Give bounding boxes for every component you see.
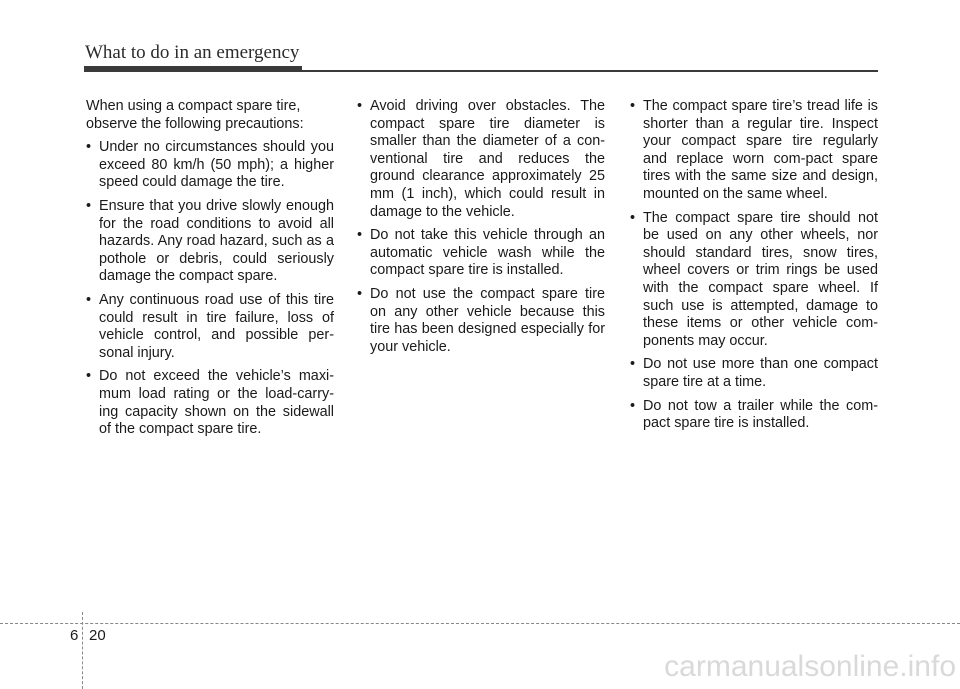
- list-item: [630, 98, 878, 204]
- list-item: [86, 198, 334, 286]
- precaution-list: [630, 98, 878, 433]
- column-2: [357, 98, 605, 362]
- page-number: 20: [89, 627, 106, 644]
- list-item: [630, 210, 878, 351]
- list-item: [86, 139, 334, 192]
- list-item-text: The compact spare tire should not be used on any other wheels, nor should standard tires, snow tires, wheel covers or trim rings be used with the compact spare wheel. If such use is attempted, damage to these items or other vehicle com-ponents may occur.: [643, 209, 878, 349]
- bullet-icon: •: [630, 356, 636, 373]
- precaution-list: [86, 139, 334, 439]
- bullet-icon: •: [86, 197, 92, 214]
- intro-paragraph: When using a compact spare tire, observe the following precautions:: [86, 98, 304, 132]
- list-item: [86, 368, 334, 438]
- list-item-text: Any continuous road use of this tire could result in tire failure, loss of vehicle control, and possible per-sonal injury.: [99, 291, 334, 361]
- list-item: [357, 227, 605, 280]
- list-item: [357, 286, 605, 356]
- list-item-text: Under no circumstances should you exceed 80 km/h (50 mph); a higher speed could damage the tire.: [99, 139, 334, 191]
- bullet-icon: •: [86, 139, 92, 156]
- bullet-icon: •: [357, 98, 363, 114]
- chapter-number: 6: [70, 627, 79, 644]
- bullet-icon: •: [357, 285, 363, 302]
- bullet-icon: •: [86, 368, 92, 385]
- header-rule: [84, 70, 878, 72]
- precaution-list: [357, 98, 605, 356]
- bullet-icon: •: [86, 291, 92, 308]
- list-item: [86, 292, 334, 362]
- list-item-text: Ensure that you drive slowly enough for the road conditions to avoid all hazards. Any road hazard, such as a pothole or debris, could seriously damage the compact spare.: [99, 197, 334, 285]
- list-item: [357, 98, 605, 221]
- column-3: [630, 98, 878, 439]
- list-item-text: Do not use more than one compact spare tire at a time.: [643, 356, 878, 390]
- watermark: carmanualsonline.info: [664, 650, 956, 683]
- page-header-title: What to do in an emergency: [85, 42, 300, 63]
- list-item-text: Do not tow a trailer while the com-pact spare tire is installed.: [643, 397, 878, 432]
- list-item-text: Do not take this vehicle through an automatic vehicle wash while the compact spare tire is installed.: [370, 227, 605, 279]
- list-item-text: Avoid driving over obstacles. The compact spare tire diameter is smaller than the diameter of a con-ventional tire and reduces the ground clearance approximately 25 mm (1 inch), which could result in damage to the vehicle.: [370, 98, 605, 220]
- list-item: [630, 398, 878, 433]
- bullet-icon: •: [630, 98, 636, 114]
- list-item: [630, 356, 878, 391]
- list-item-text: Do not exceed the vehicle’s maxi-mum load rating or the load-carry-ing capacity shown on the sidewall of the compact spare tire.: [99, 368, 334, 438]
- list-item-text: Do not use the compact spare tire on any other vehicle because this tire has been designed especially for your vehicle.: [370, 285, 605, 355]
- list-item-text: The compact spare tire’s tread life is shorter than a regular tire. Inspect your compact spare tire regularly and replace worn com-pact spare tires with the same size and design, mounted on the same wheel.: [643, 98, 878, 202]
- footer-vertical-divider: [82, 612, 83, 689]
- bullet-icon: •: [630, 397, 636, 414]
- footer-divider: [0, 623, 960, 624]
- bullet-icon: •: [357, 227, 363, 244]
- bullet-icon: •: [630, 209, 636, 226]
- column-1: [86, 98, 334, 445]
